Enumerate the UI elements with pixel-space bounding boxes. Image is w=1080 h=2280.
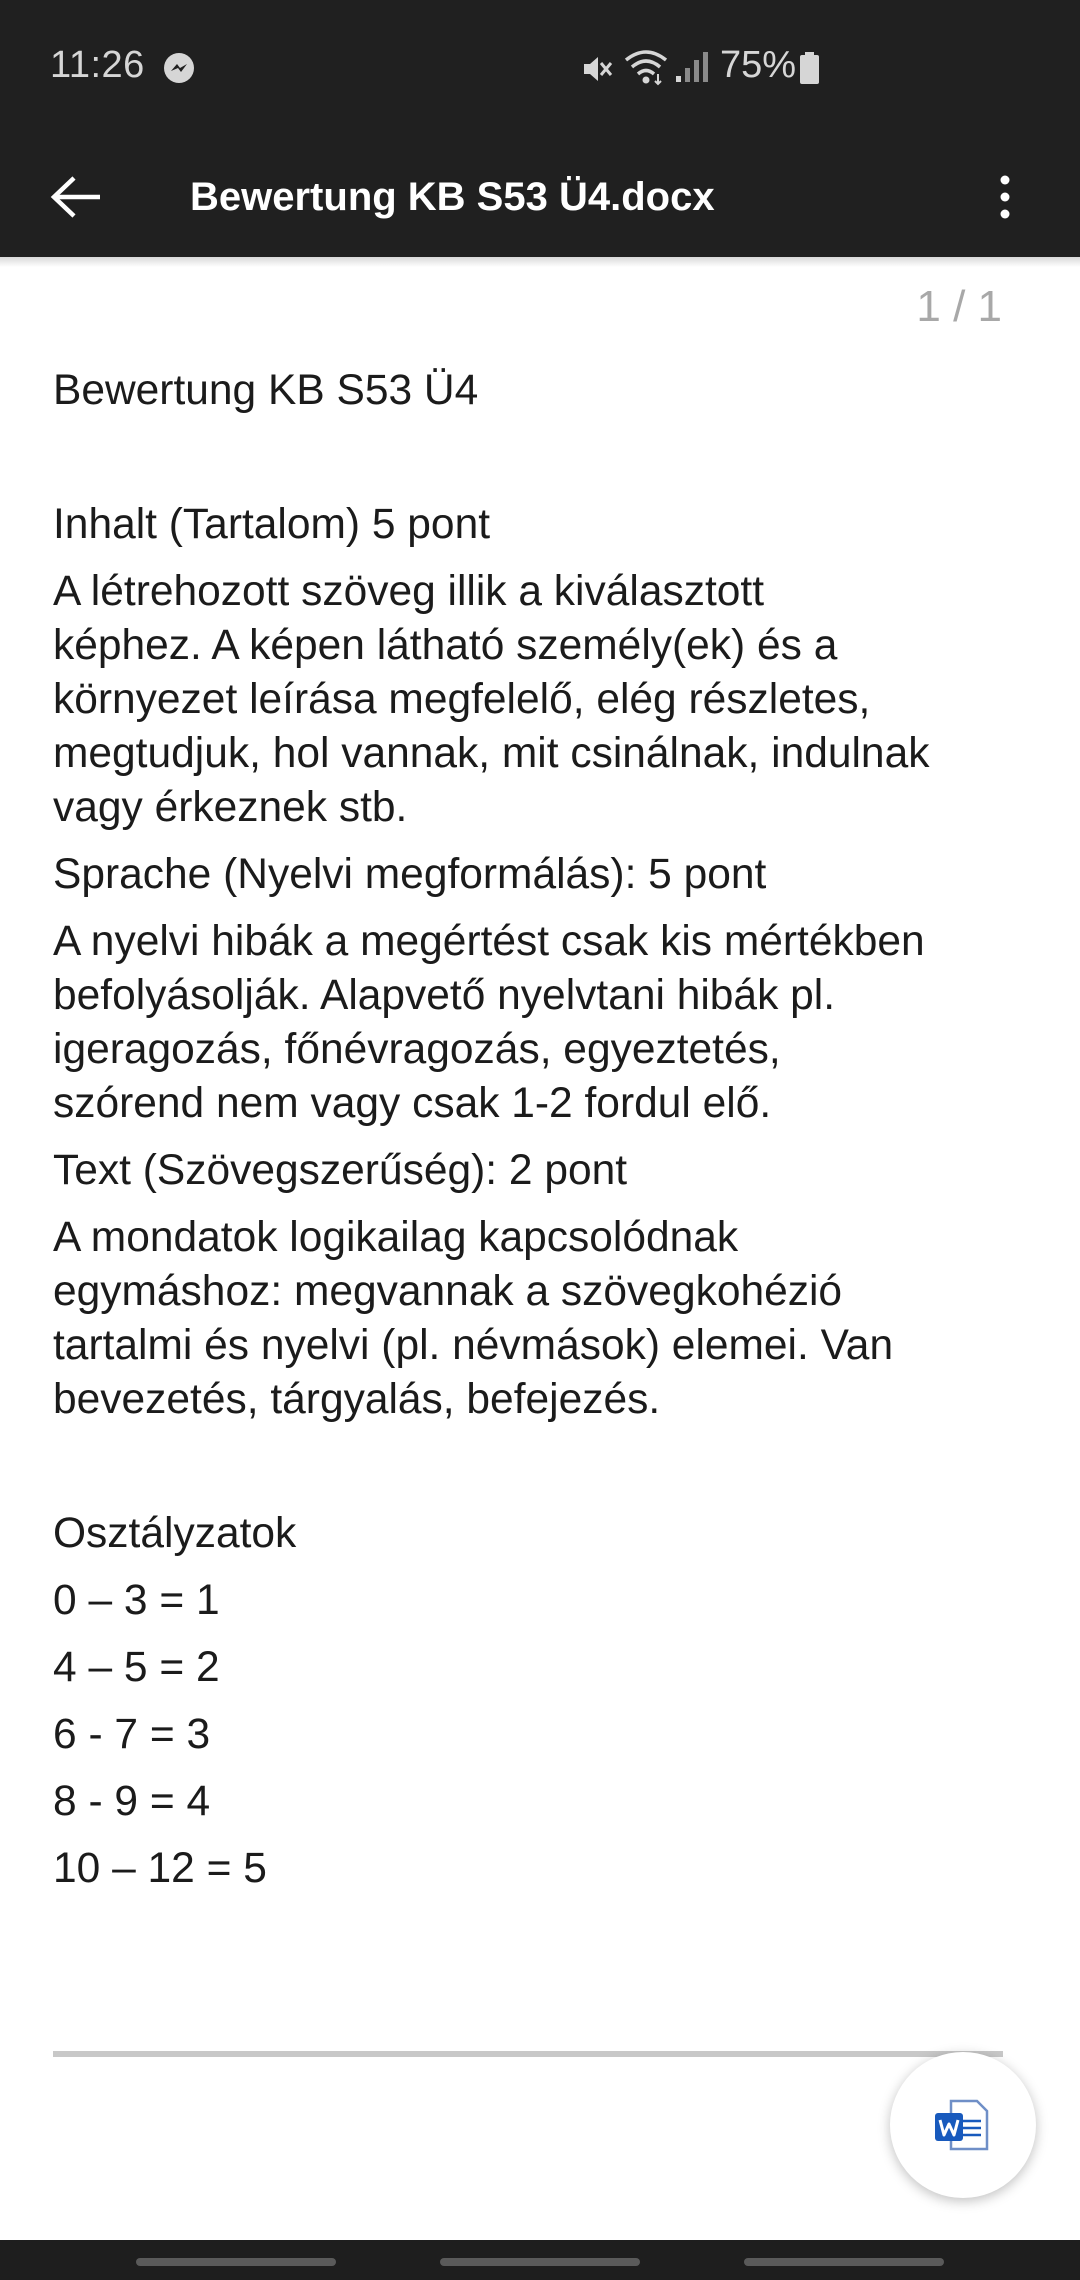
document-heading: Bewertung KB S53 Ü4	[53, 367, 479, 414]
battery-percentage: 75%	[720, 44, 797, 86]
arrow-left-icon	[50, 175, 102, 219]
app-bar	[0, 137, 1080, 257]
paragraph-line: környezet leírása megfelelő, elég részletes,	[53, 676, 871, 723]
paragraph-line: bevezetés, tárgyalás, befejezés.	[53, 1376, 661, 1423]
grade-line: 4 – 5 = 2	[53, 1644, 220, 1691]
page-indicator: 1 / 1	[916, 282, 1002, 331]
nav-back-button[interactable]	[744, 2258, 944, 2266]
section-heading-text: Text (Szövegszerűség): 2 pont	[53, 1147, 628, 1194]
status-time: 11:26	[50, 44, 145, 86]
paragraph-line: szórend nem vagy csak 1-2 fordul elő.	[53, 1080, 772, 1127]
document-title: Bewertung KB S53 Ü4.docx	[190, 175, 715, 219]
paragraph-line: megtudjuk, hol vannak, mit csinálnak, indulnak	[53, 730, 930, 777]
paragraph-line: képhez. A képen látható személy(ek) és a	[53, 622, 838, 669]
paragraph-line: befolyásolják. Alapvető nyelvtani hibák pl.	[53, 972, 836, 1019]
paragraph-line: A mondatok logikailag kapcsolódnak	[53, 1214, 739, 1261]
more-vertical-icon	[999, 175, 1011, 219]
paragraph-line: A létrehozott szöveg illik a kiválasztott	[53, 568, 765, 615]
open-in-word-button[interactable]	[890, 2052, 1036, 2198]
grade-line: 0 – 3 = 1	[53, 1577, 220, 1624]
back-button[interactable]	[38, 159, 114, 235]
paragraph-line: vagy érkeznek stb.	[53, 784, 408, 831]
nav-home-button[interactable]	[440, 2258, 640, 2266]
grade-line: 8 - 9 = 4	[53, 1778, 211, 1825]
grade-line: 6 - 7 = 3	[53, 1711, 211, 1758]
paragraph-line: tartalmi és nyelvi (pl. névmások) elemei. Van	[53, 1322, 894, 1369]
mute-icon	[580, 52, 614, 86]
signal-icon	[674, 50, 710, 84]
document-view[interactable]	[0, 257, 1080, 2240]
status-bar	[0, 0, 1080, 137]
grades-heading: Osztályzatok	[53, 1510, 297, 1557]
section-heading-content: Inhalt (Tartalom) 5 pont	[53, 501, 491, 548]
paragraph-line: A nyelvi hibák a megértést csak kis mértékben	[53, 918, 925, 965]
navigation-bar	[0, 2240, 1080, 2280]
paragraph-line: igeragozás, főnévragozás, egyeztetés,	[53, 1026, 781, 1073]
word-document-icon	[933, 2095, 993, 2155]
paragraph-line: egymáshoz: megvannak a szövegkohézió	[53, 1268, 843, 1315]
grade-line: 10 – 12 = 5	[53, 1845, 267, 1892]
nav-recents-button[interactable]	[136, 2258, 336, 2266]
page-shadow	[0, 257, 1080, 267]
battery-icon	[800, 52, 819, 84]
wifi-icon	[624, 48, 668, 86]
more-options-button[interactable]	[970, 159, 1040, 235]
messenger-icon	[163, 52, 195, 84]
section-heading-language: Sprache (Nyelvi megformálás): 5 pont	[53, 851, 767, 898]
page-divider	[53, 2051, 1003, 2057]
